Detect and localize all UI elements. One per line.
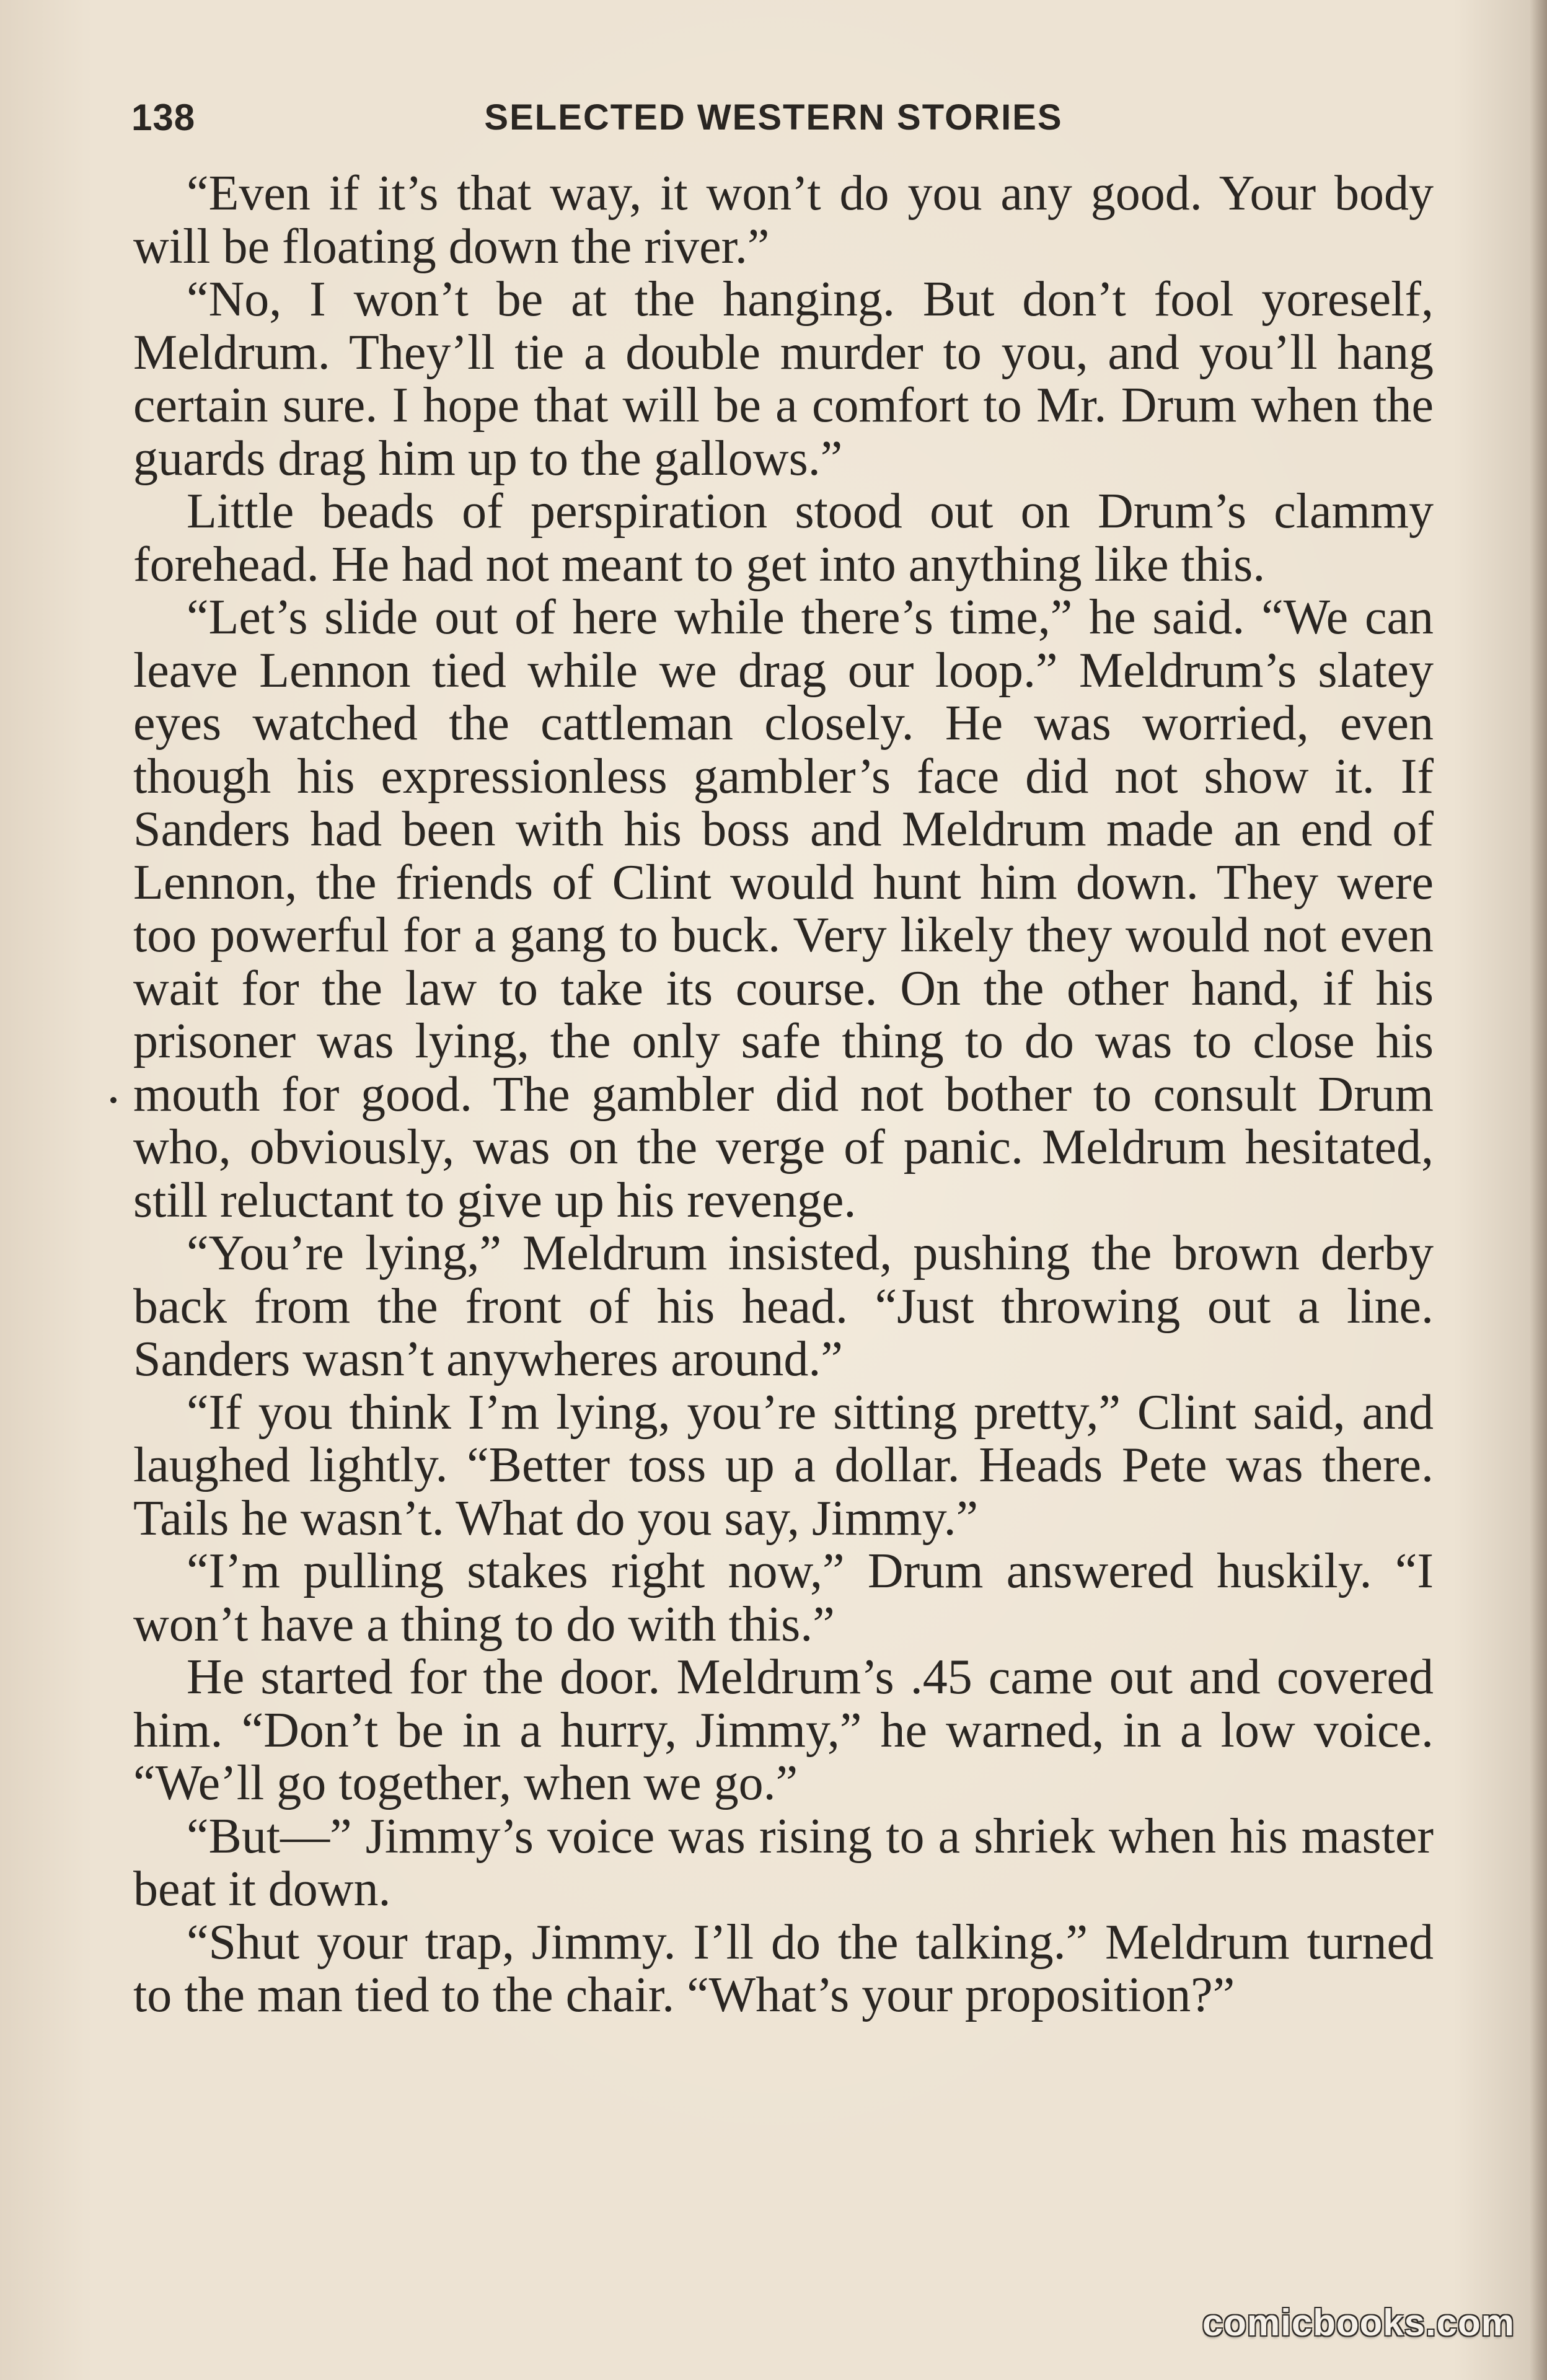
page-edge-shadow bbox=[1530, 0, 1547, 2380]
paragraph: “But—” Jimmy’s voice was rising to a shriek when his master beat it down. bbox=[133, 1809, 1434, 1916]
page-number: 138 bbox=[131, 97, 196, 138]
body-text bbox=[133, 167, 1434, 2022]
paragraph: “Let’s slide out of here while there’s time,” he said. “We can leave Lennon tied while we drag our loop.” Meldrum’s slatey eyes watched the cattleman closely. He was worried, even though his expressionless gambler’s face did not show it. If Sanders had been with his boss and Meldrum made an end of Lennon, the friends of Clint would hunt him down. They were too powerful for a gang to buck. Very likely they would not even wait for the law to take its course. On the other hand, if his prisoner was lying, the only safe thing to do was to close his mouth for good. The gambler did not bother to consult Drum who, obviously, was on the verge of panic. Meldrum hesitated, still reluctant to give up his revenge. bbox=[133, 590, 1434, 1228]
paragraph: “I’m pulling stakes right now,” Drum answered huskily. “I won’t have a thing to do with this.” bbox=[133, 1544, 1434, 1652]
paragraph: “You’re lying,” Meldrum insisted, pushing the brown derby back from the front of his head. “Just throwing out a line. Sanders wasn’t anywheres around.” bbox=[133, 1226, 1434, 1386]
paragraph: “No, I won’t be at the hanging. But don’t fool yoreself, Meldrum. They’ll tie a double murder to you, and you’ll hang certain sure. I hope that will be a comfort to Mr. Drum when the guards drag him up to the gallows.” bbox=[133, 272, 1434, 486]
page-header bbox=[0, 0, 1547, 161]
margin-mark bbox=[110, 1097, 117, 1103]
running-title: SELECTED WESTERN STORIES bbox=[484, 97, 1063, 138]
paragraph: “Shut your trap, Jimmy. I’ll do the talking.” Meldrum turned to the man tied to the chair. “What’s your proposition?” bbox=[133, 1915, 1434, 2022]
paragraph: “If you think I’m lying, you’re sitting pretty,” Clint said, and laughed lightly. “Better toss up a dollar. Heads Pete was there. Tails he wasn’t. What do you say, Jimmy.” bbox=[133, 1385, 1434, 1546]
paragraph: Little beads of perspiration stood out on Drum’s clammy forehead. He had not meant to get into anything like this. bbox=[133, 484, 1434, 592]
watermark: comicbooks.com bbox=[1202, 2302, 1515, 2343]
paragraph: “Even if it’s that way, it won’t do you any good. Your body will be floating down the river.” bbox=[133, 166, 1434, 274]
paragraph: He started for the door. Meldrum’s .45 came out and covered him. “Don’t be in a hurry, Jimmy,” he warned, in a low voice. “We’ll go together, when we go.” bbox=[133, 1650, 1434, 1810]
